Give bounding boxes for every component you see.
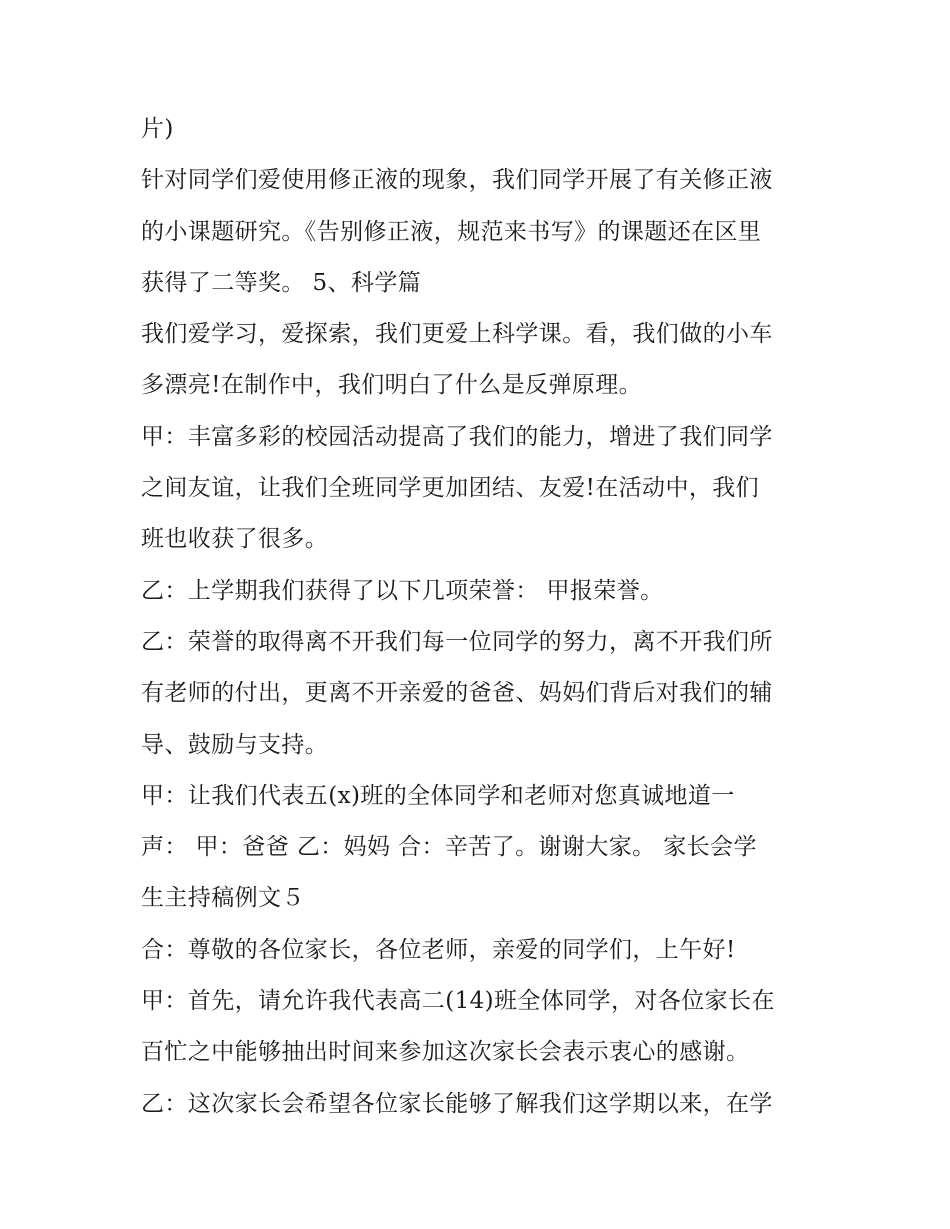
text-line: 乙：上学期我们获得了以下几项荣誉： 甲报荣誉。 [141,577,664,604]
text-line: 甲：首先，请允许我代表高二(14)班全体同学，对各位家长在 [141,988,775,1015]
text-line: 获得了二等奖。 5、科学篇 [141,269,422,296]
text-line: 多漂亮!在制作中，我们明白了什么是反弹原理。 [141,372,643,399]
text-line: 之间友谊，让我们全班同学更加团结、友爱!在活动中，我们 [141,475,760,502]
text-line: 乙：荣誉的取得离不开我们每一位同学的努力，离不开我们所 [141,628,773,655]
text-line: 的小课题研究。《告别修正液，规范来书写》的课题还在区里 [141,218,762,245]
text-line: 针对同学们爱使用修正液的现象，我们同学开展了有关修正液 [141,167,773,194]
text-line: 我们爱学习，爱探索，我们更爱上科学课。看，我们做的小车 [141,321,773,348]
text-line: 声： 甲：爸爸 乙：妈妈 合：辛苦了。谢谢大家。 家长会学 [141,834,757,861]
text-line: 生主持稿例文５ [141,885,305,912]
text-line: 甲：丰富多彩的校园活动提高了我们的能力，增进了我们同学 [141,423,773,450]
text-line: 班也收获了很多。 [141,526,329,553]
text-line: 百忙之中能够抽出时间来参加这次家长会表示衷心的感谢。 [141,1039,750,1066]
text-line: 乙：这次家长会希望各位家长能够了解我们这学期以来，在学 [141,1090,773,1117]
text-line: 合：尊敬的各位家长，各位老师，亲爱的同学们，上午好! [141,936,736,963]
text-line: 片) [141,116,174,142]
document-body [141,104,821,1130]
text-line: 有老师的付出，更离不开亲爱的爸爸、妈妈们背后对我们的辅 [141,680,773,707]
text-line: 导、鼓励与支持。 [141,731,329,758]
text-line: 甲：让我们代表五(x)班的全体同学和老师对您真诚地道一 [141,782,735,809]
